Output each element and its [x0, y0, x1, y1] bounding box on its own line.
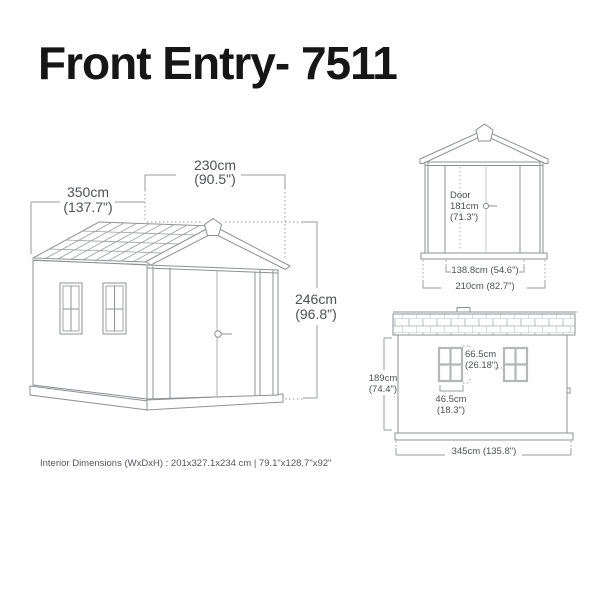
dim-overall-width: 210cm (82.7")	[455, 281, 515, 292]
side-base	[395, 433, 573, 440]
dim-window-height-cm: 66.5cm	[465, 349, 497, 360]
dim-depth-in: (137.7")	[63, 199, 113, 215]
page-title: Front Entry- 7511	[38, 37, 397, 89]
shed-door-handle	[215, 331, 221, 337]
front-apex-cap	[476, 124, 493, 141]
dim-length: 345cm (135.8")	[451, 446, 517, 457]
dim-wall-height-in: (74.4")	[368, 384, 398, 395]
dim-width-in: (90.5")	[194, 171, 236, 187]
dim-window-width-in: (18.3")	[436, 405, 466, 416]
interior-dimensions-note: Interior Dimensions (WxDxH) : 201x327.1x234 cm | 79.1"x128.7"x92"	[40, 458, 332, 469]
dim-door-width: 138.8cm (54.6")	[451, 265, 519, 276]
dim-width-cm: 230cm	[193, 157, 237, 173]
dim-door-title: Door	[450, 190, 471, 201]
front-door-handle	[483, 203, 488, 208]
shed-window-1	[60, 283, 82, 334]
dim-wall-height-cm: 189cm	[368, 373, 398, 384]
shed-front-wall	[147, 265, 278, 399]
dim-window-height-in: (26.18")	[465, 360, 499, 371]
dim-height-cm: 246cm	[294, 291, 338, 307]
dim-height-in: (96.8")	[295, 306, 337, 322]
shed-left-wall	[33, 260, 147, 399]
dim-door-height-in: (71.3")	[450, 212, 479, 223]
side-hinge-tick	[567, 388, 570, 393]
dim-depth-cm: 350cm	[66, 184, 110, 200]
dim-window-width-cm: 46.5cm	[435, 394, 467, 405]
side-apex-notch	[457, 308, 470, 313]
shed-apex-cap	[205, 219, 222, 236]
dim-door-height-cm: 181cm	[450, 201, 479, 212]
front-base	[421, 253, 547, 259]
